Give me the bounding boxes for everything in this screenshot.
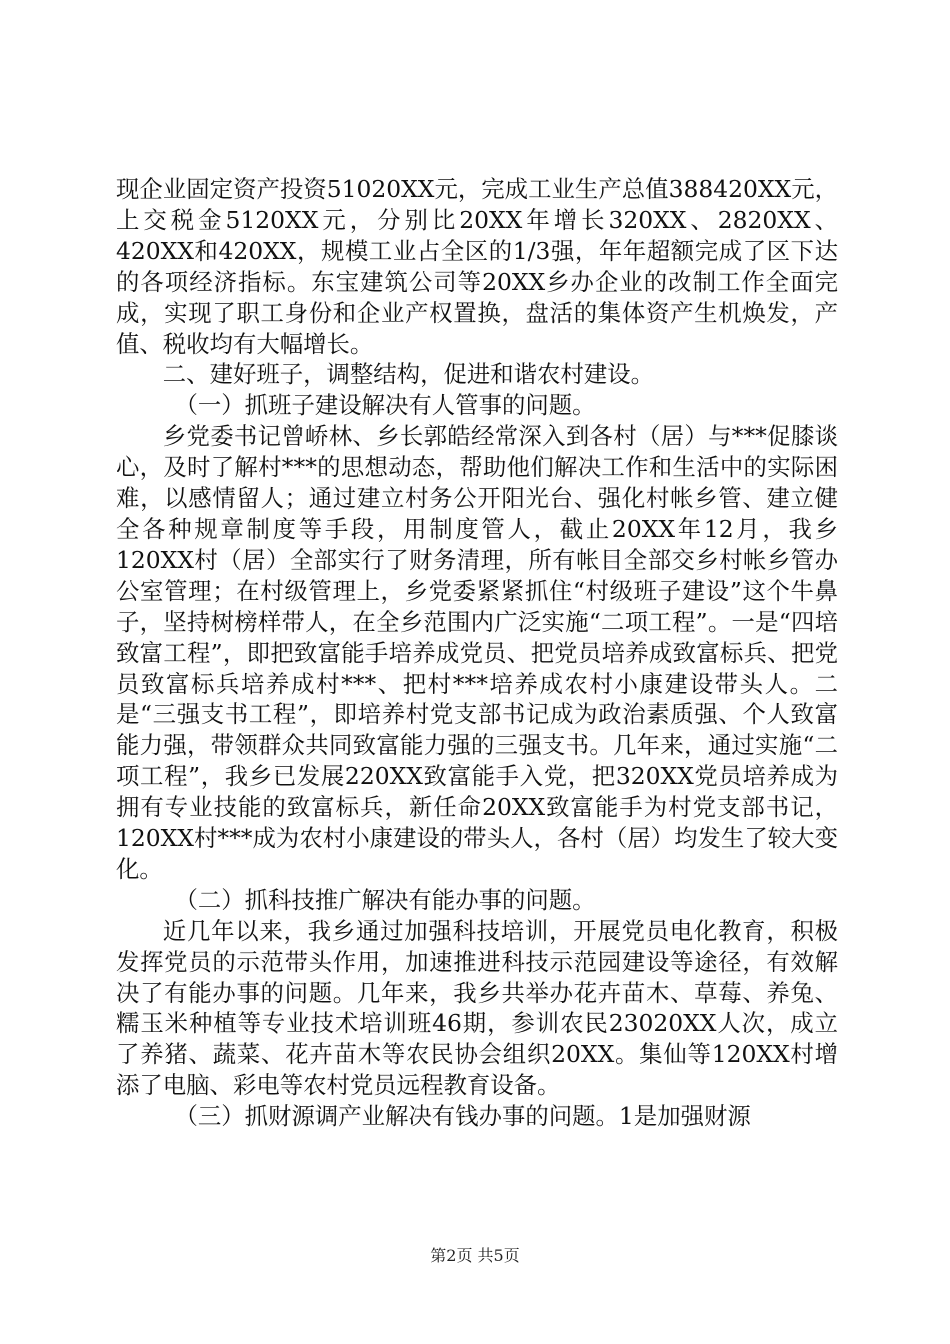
section-heading-2: 二、建好班子，调整结构，促进和谐农村建设。	[162, 360, 654, 389]
document-body	[116, 174, 838, 1132]
paragraph-3: 近几年以来，我乡通过加强科技培训，开展党员电化教育，积极发挥党员的示范带头作用，加速推进科技示范园建设等途径，有效解决了有能办事的问题。几年来，我乡共举办花卉苗木、草莓、养兔、糯玉米种植等专业技术培训班46期，参训农民23020XX人次，成立了养猪、蔬菜、花卉苗木等农民协会组织20XX。集仙等120XX村增添了电脑、彩电等农村党员远程教育设备。	[116, 916, 838, 1100]
paragraph-2: 乡党委书记曾峤林、乡长郭皓经常深入到各村（居）与***促膝谈心，及时了解村***的思想动态，帮助他们解决工作和生活中的实际困难，以感情留人；通过建立村务公开阳光台、强化村帐乡管、建立健全各种规章制度等手段，用制度管人，截止20XX年12月，我乡120XX村（居）全部实行了财务清理，所有帐目全部交乡村帐乡管办公室管理；在村级管理上，乡党委紧紧抓住“村级班子建设”这个牛鼻子，坚持树榜样带人，在全乡范围内广泛实施“二项工程”。一是“四培致富工程”，即把致富能手培养成党员、把党员培养成致富标兵、把党员致富标兵培养成村***、把村***培养成农村小康建设带头人。二是“三强支书工程”，即培养村党支部书记成为政治素质强、个人致富能力强，带领群众共同致富能力强的三强支书。几年来，通过实施“二项工程”，我乡已发展220XX致富能手入党，把320XX党员培养成为拥有专业技能的致富标兵，新任命20XX致富能手为村党支部书记，120XX村***成为农村小康建设的带头人，各村（居）均发生了较大变化。	[116, 422, 838, 883]
subheading-1: （一）抓班子建设解决有人管事的问题。	[174, 391, 596, 420]
subheading-3: （三）抓财源调产业解决有钱办事的问题。1是加强财源	[174, 1102, 751, 1131]
page-number-footer: 第2页 共5页	[430, 1246, 520, 1265]
subheading-2: （二）抓科技推广解决有能办事的问题。	[174, 885, 596, 914]
paragraph-1: 现企业固定资产投资51020XX元，完成工业生产总值388420XX元，上交税金5120XX元，分别比20XX年增长320XX、2820XX、420XX和420XX，规模工业占全区的1/3强，年年超额完成了区下达的各项经济指标。东宝建筑公司等20XX乡办企业的改制工作全面完成，实现了职工身份和企业产权置换，盘活的集体资产生机焕发，产值、税收均有大幅增长。	[116, 175, 838, 358]
